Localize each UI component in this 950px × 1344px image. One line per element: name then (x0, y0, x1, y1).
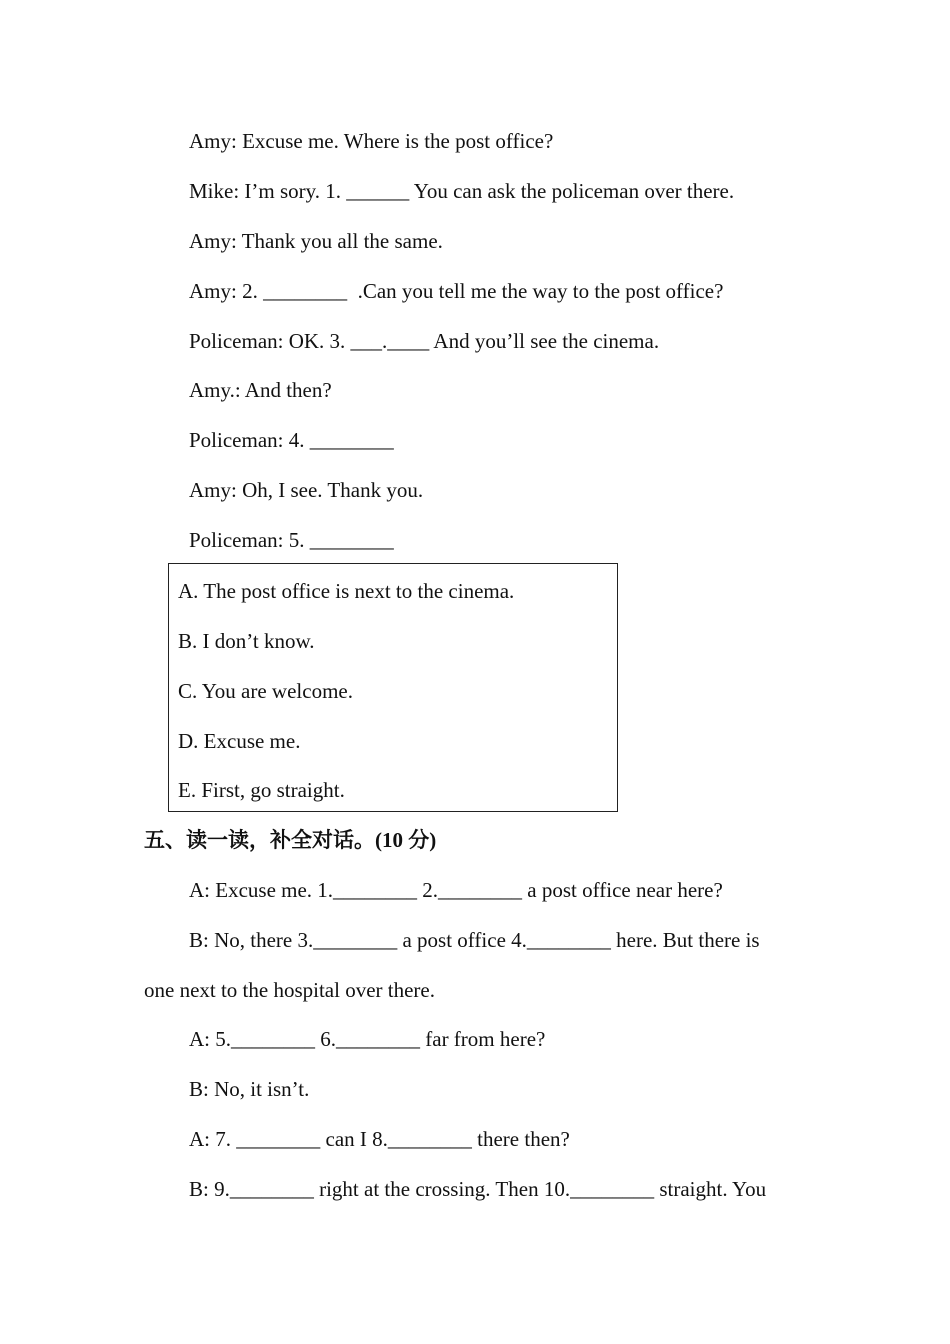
option-item: C. You are welcome. (178, 679, 353, 703)
dialogue-line: A: Excuse me. 1.________ 2.________ a post office near here? (189, 878, 723, 902)
dialogue-line: Mike: I’m sory. 1. ______ You can ask the policeman over there. (189, 179, 735, 203)
dialogue-line: Amy: 2. ________ .Can you tell me the way to the post office? (189, 279, 724, 303)
option-item: A. The post office is next to the cinema. (178, 579, 515, 603)
options-box (168, 563, 618, 812)
option-item: D. Excuse me. (178, 729, 301, 753)
dialogue-line: Policeman: OK. 3. ___.____ And you’ll see the cinema. (189, 329, 660, 353)
dialogue-line: B: No, it isn’t. (189, 1077, 310, 1101)
dialogue-line: Amy: Thank you all the same. (189, 229, 443, 253)
dialogue-line: one next to the hospital over there. (144, 978, 435, 1002)
dialogue-line: Amy: Oh, I see. Thank you. (189, 478, 424, 502)
dialogue-line: B: 9.________ right at the crossing. Then 10.________ straight. You (189, 1177, 767, 1201)
dialogue-line: Policeman: 4. ________ (189, 428, 394, 452)
dialogue-line: B: No, there 3.________ a post office 4.________ here. But there is (189, 928, 760, 952)
dialogue-line: A: 7. ________ can I 8.________ there then? (189, 1127, 570, 1151)
option-item: E. First, go straight. (178, 778, 345, 802)
option-item: B. I don’t know. (178, 629, 315, 653)
dialogue-line: Amy.: And then? (189, 378, 332, 402)
section-heading: 五、读一读，补全对话。(10 分) (144, 828, 437, 852)
dialogue-line: Policeman: 5. ________ (189, 528, 394, 552)
dialogue-line: Amy: Excuse me. Where is the post office? (189, 129, 554, 153)
dialogue-line: A: 5.________ 6.________ far from here? (189, 1027, 546, 1051)
